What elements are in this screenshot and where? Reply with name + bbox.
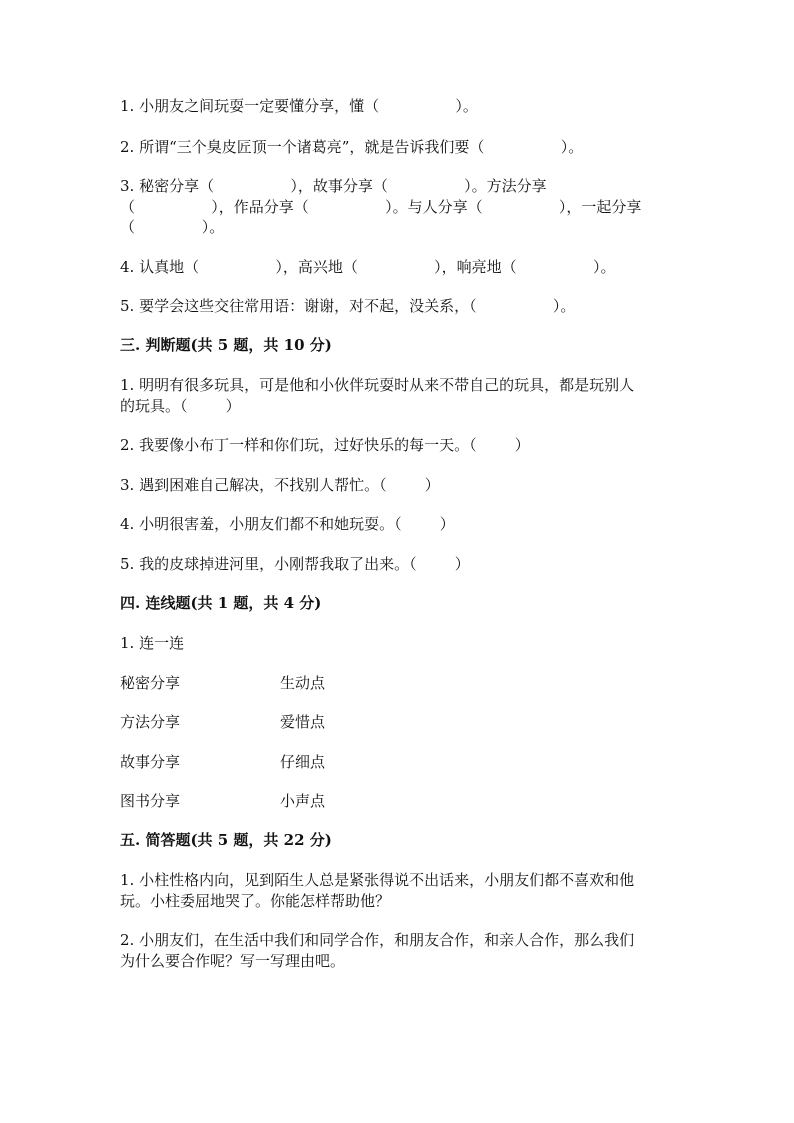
matching-right-item: 小声点 [280,792,326,810]
judgment-q1-line2: 的玩具。（ ） [120,397,241,415]
section-heading-matching: 四. 连线题(共 1 题，共 4 分) [120,594,322,612]
matching-left-item: 秘密分享 [120,674,181,692]
matching-left-item: 图书分享 [120,792,181,810]
judgment-q4: 4. 小明很害羞，小朋友们都不和她玩耍。（ ） [120,515,455,533]
matching-left-item: 故事分享 [120,753,181,771]
short-answer-q1-line2: 玩。小柱委屈地哭了。你能怎样帮助他？ [120,892,391,910]
short-answer-q1-line1: 1. 小柱性格内向，见到陌生人总是紧张得说不出话来，小朋友们都不喜欢和他 [120,871,635,889]
matching-right-item: 生动点 [280,674,326,692]
judgment-q2: 2. 我要像小布丁一样和你们玩，过好快乐的每一天。（ ） [120,436,530,454]
section-heading-judgment: 三. 判断题(共 5 题，共 10 分) [120,336,332,354]
matching-left-item: 方法分享 [120,713,181,731]
fill-blank-q1: 1. 小朋友之间玩耍一定要懂分享，懂（ ）。 [120,97,478,115]
fill-blank-q3-line1: 3. 秘密分享（ ），故事分享（ ）。方法分享 [120,177,547,195]
judgment-q3: 3. 遇到困难自己解决，不找别人帮忙。（ ） [120,476,440,494]
judgment-q5: 5. 我的皮球掉进河里，小刚帮我取了出来。（ ） [120,555,470,573]
short-answer-q2-line1: 2. 小朋友们，在生活中我们和同学合作，和朋友合作，和亲人合作，那么我们 [120,931,635,949]
matching-right-item: 仔细点 [280,753,326,771]
fill-blank-q3-line2: （ ），作品分享（ ）。与人分享（ ），一起分享 [120,198,642,216]
fill-blank-q4: 4. 认真地（ ），高兴地（ ），响亮地（ ）。 [120,258,616,276]
short-answer-q2-line2: 为什么要合作呢？写一写理由吧。 [120,952,346,970]
fill-blank-q3-line3: （ ）。 [120,218,225,236]
judgment-q1-line1: 1. 明明有很多玩具，可是他和小伙伴玩耍时从来不带自己的玩具，都是玩别人 [120,376,635,394]
fill-blank-q2: 2. 所谓“三个臭皮匠顶一个诸葛亮”，就是告诉我们要（ ）。 [120,138,584,156]
fill-blank-q5: 5. 要学会这些交往常用语：谢谢，对不起，没关系，（ ）。 [120,297,576,315]
matching-right-item: 爱惜点 [280,713,326,731]
matching-question: 1. 连一连 [120,634,185,652]
section-heading-short-answer: 五. 简答题(共 5 题，共 22 分) [120,831,332,849]
